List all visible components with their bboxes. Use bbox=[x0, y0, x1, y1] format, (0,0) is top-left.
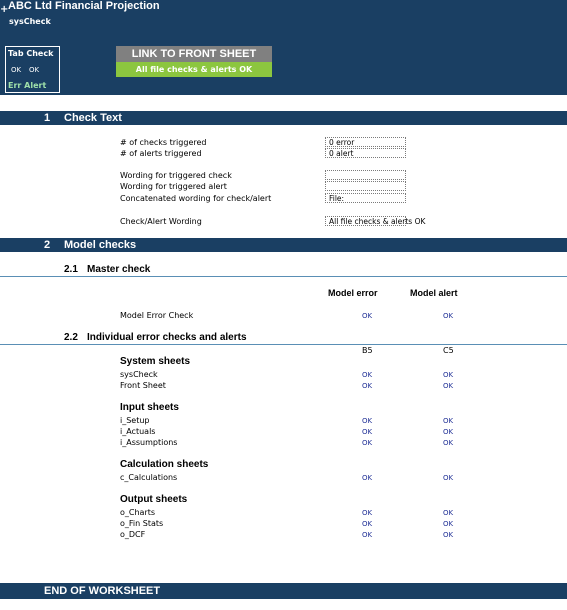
sheet-row-label: c_Calculations bbox=[120, 473, 178, 482]
alerts-triggered-value[interactable]: 0 alert bbox=[325, 148, 406, 158]
end-of-worksheet-label: END OF WORKSHEET bbox=[44, 585, 161, 597]
group-title-input: Input sheets bbox=[120, 402, 179, 413]
alert-reference: C5 bbox=[443, 346, 454, 355]
model-alert-value: OK bbox=[443, 312, 454, 320]
sheet-row-alert: OK bbox=[443, 509, 454, 517]
sheet-row-error: OK bbox=[362, 520, 373, 528]
divider bbox=[0, 276, 567, 277]
sheet-row-alert: OK bbox=[443, 382, 454, 390]
model-error-column-header: Model error bbox=[328, 288, 378, 298]
wording-alert-value[interactable] bbox=[325, 181, 406, 191]
subsection-title: Individual error checks and alerts bbox=[87, 332, 247, 343]
sheet-row-error: OK bbox=[362, 531, 373, 539]
model-error-check-label: Model Error Check bbox=[120, 311, 194, 320]
tab-check-status: OK bbox=[11, 66, 22, 74]
checks-triggered-value[interactable]: 0 error bbox=[325, 137, 406, 147]
sheet-row-error: OK bbox=[362, 474, 373, 482]
subsection-title: Master check bbox=[87, 264, 151, 275]
sheet-row-label: Front Sheet bbox=[120, 381, 166, 390]
section-1-header bbox=[0, 111, 567, 125]
group-title-output: Output sheets bbox=[120, 494, 188, 505]
wording-alert-label: Wording for triggered alert bbox=[120, 182, 227, 191]
file-status-banner: All file checks & alerts OK bbox=[116, 62, 272, 77]
subsection-number: 2.1 bbox=[64, 264, 78, 275]
sheet-row-error: OK bbox=[362, 428, 373, 436]
header-band bbox=[0, 0, 567, 95]
section-number: 2 bbox=[44, 239, 51, 251]
sheet-row-alert: OK bbox=[443, 371, 454, 379]
section-title: Check Text bbox=[64, 112, 122, 124]
sheet-row-label: i_Setup bbox=[120, 416, 150, 425]
error-reference: B5 bbox=[362, 346, 373, 355]
section-title: Model checks bbox=[64, 239, 137, 251]
sheet-row-label: i_Actuals bbox=[120, 427, 156, 436]
tab-check-title: Tab Check bbox=[8, 49, 54, 58]
sheet-row-label: o_Charts bbox=[120, 508, 156, 517]
plus-icon: + bbox=[0, 4, 9, 15]
sheet-row-alert: OK bbox=[443, 531, 454, 539]
sheet-row-alert: OK bbox=[443, 428, 454, 436]
concatenated-wording-value[interactable]: File: bbox=[325, 193, 406, 203]
sheet-row-alert: OK bbox=[443, 417, 454, 425]
sheet-row-alert: OK bbox=[443, 439, 454, 447]
tab-alert-label: Err Alert bbox=[8, 81, 47, 90]
section-number: 1 bbox=[44, 112, 51, 124]
app-title: ABC Ltd Financial Projection bbox=[8, 0, 160, 12]
sheet-row-error: OK bbox=[362, 371, 373, 379]
checks-triggered-label: # of checks triggered bbox=[120, 138, 207, 147]
check-alert-wording-label: Check/Alert Wording bbox=[120, 217, 202, 226]
sheet-row-label: i_Assumptions bbox=[120, 438, 178, 447]
sheet-row-error: OK bbox=[362, 382, 373, 390]
section-2-header bbox=[0, 238, 567, 252]
sheet-row-label: o_Fin Stats bbox=[120, 519, 164, 528]
sheet-row-error: OK bbox=[362, 509, 373, 517]
model-alert-column-header: Model alert bbox=[410, 288, 458, 298]
sheet-name: sysCheck bbox=[9, 17, 51, 26]
divider bbox=[0, 344, 567, 345]
subsection-number: 2.2 bbox=[64, 332, 78, 343]
sheet-row-alert: OK bbox=[443, 474, 454, 482]
model-error-value: OK bbox=[362, 312, 373, 320]
group-title-system: System sheets bbox=[120, 356, 191, 367]
tab-alert-status: OK bbox=[29, 66, 40, 74]
sheet-row-label: o_DCF bbox=[120, 530, 146, 539]
wording-check-value[interactable] bbox=[325, 170, 406, 180]
wording-check-label: Wording for triggered check bbox=[120, 171, 232, 180]
alerts-triggered-label: # of alerts triggered bbox=[120, 149, 202, 158]
sheet-row-alert: OK bbox=[443, 520, 454, 528]
sheet-row-label: sysCheck bbox=[120, 370, 158, 379]
end-of-worksheet-band bbox=[0, 583, 567, 599]
sheet-row-error: OK bbox=[362, 417, 373, 425]
link-to-front-sheet-button[interactable]: LINK TO FRONT SHEET bbox=[116, 46, 272, 62]
concatenated-wording-label: Concatenated wording for check/alert bbox=[120, 194, 272, 203]
sheet-row-error: OK bbox=[362, 439, 373, 447]
check-alert-wording-value[interactable]: All file checks & alerts OK bbox=[325, 216, 406, 226]
group-title-calculation: Calculation sheets bbox=[120, 459, 209, 470]
